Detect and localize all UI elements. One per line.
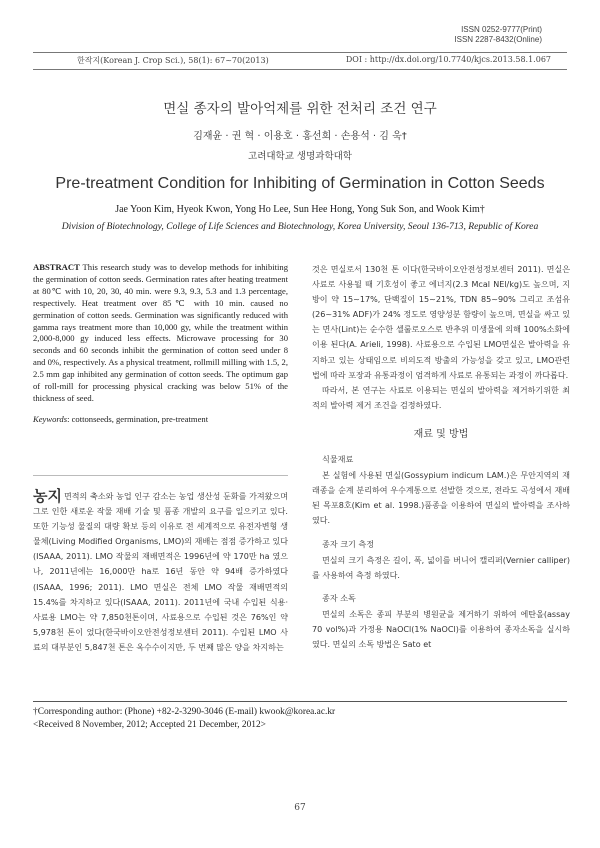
journal-header-bar [33,52,567,70]
abstract-text: This research study was to develop methods for inhibiting the germination of cotton seeds. Germination rates after heating treatment at 80℃ with 10, 20, 30, 40 min. were 9.3, 9.3, 5.3 and 1.3 percentage, respectively. Heat treatment over 85℃ with 10 min. caused no germination of cotton seeds. Germination was significantly reduced with gamma rays treatment more than 10,000 gy, while the treatment within 2,000-8,000 gy induced less effects. Microwave processing for 30 seconds and 60 seconds inhibit the germination of cotton seed under 8 and 0%, respectively. As a physical treatment, rollmill milling with 1.5, 2, 2.5 mm gap inhibited any germination of cotton seeds. The optimum gap of roll-mill for processing physical cracking was below 51% of the thickness of seed. [33,262,288,403]
abstract-label: ABSTRACT [33,262,80,272]
intro-text-left: 면적의 축소와 농업 인구 감소는 농업 생산성 둔화를 가져왔으며 그로 인한 새로운 작물 재배 기술 및 품종 개발의 요구를 일으키고 있다. 또한 기능성 물질의 대량 확보 등의 이유로 전 세계적으로 유전자변형 생물체(Living Modified Organisms, LMO)의 재배는 점점 증가하고 있다(ISAAA, 2011). LMO 작물의 재배면적은 1996년에 약 170만 ha 였으나, 2011년에는 16,000만 ha로 16년 동안 약 94배 증가하였다(ISAAA, 1996; 2011). LMO 면실은 전체 LMO 작물 재배면적의 15.4%를 차지하고 있다(ISAAA, 2011). 2011년에 국내 수입된 식용·사료용 LMO는 약 7,850천톤이며, 사료용으로 수입된 것은 76%인 약 5,978천 톤이 었다(한국바이오안전성정보센터 2011). 수입된 LMO 사료의 대부분인 5,847천 톤은 옥수수이지만, 두 번째 많은 양을 차지하는 [33,492,288,652]
right-column [312,262,570,652]
keywords-label: Keywords [33,413,68,424]
english-affiliation: Division of Biotechnology, College of Life Sciences and Biotechnology, Korea University, Seoul 136-713, Republic of Korea [61,221,539,232]
abstract [33,262,288,405]
korean-affiliation: 고려대학교 생명과학대학 [248,151,352,162]
abstract-section [33,262,288,425]
keywords [33,414,288,425]
footnote [33,701,567,732]
abstract-divider [33,475,288,476]
subsection-plant-material: 식물재료 [322,454,354,465]
issn-online: ISSN 2287-8432(Online) [454,35,542,44]
seed-disinfection-text: 면실의 소독은 종피 부분의 병원균을 제거하기 위하여 에탄올(assay 70 vol%)과 가정용 NaOCl(1% NaOCl)를 이용하여 종자소독을 실시하였다. 면실의 소독 방법은 Sato et [312,609,570,650]
dropcap: 농지 [33,487,62,505]
english-title: Pre-treatment Condition for Inhibiting of Germination in Cotton Seeds [55,175,545,192]
issn-block [454,25,542,45]
subsection-seed-size: 종자 크기 측정 [322,538,375,549]
intro-paragraph-2: 따라서, 본 연구는 사료로 이용되는 면실의 발아력을 제거하기위한 최적의 발아력 제거 조건을 검정하였다. [312,385,570,410]
doi-link[interactable]: DOI : http://dx.doi.org/10.7740/kjcs.2013.58.1.067 [345,55,551,64]
introduction-left-column [33,489,288,655]
section-title-methods: 재료 및 방법 [413,428,469,440]
corresponding-author: †Corresponding author: (Phone) +82-2-3290-3046 (E-mail) kwook@korea.ac.kr [33,707,336,717]
journal-reference: 한작지(Korean J. Crop Sci.), 58(1): 67~70(2013) [77,56,269,65]
subsection-seed-disinfection: 종자 소독 [322,592,356,603]
english-authors: Jae Yoon Kim, Hyeok Kwon, Yong Ho Lee, Sun Hee Hong, Yong Suk Son, and Wook Kim† [115,204,485,215]
korean-authors: 김재윤 · 권 혁 · 이용호 · 홍선희 · 손용석 · 김 욱† [193,131,407,142]
page-number: 67 [294,803,306,813]
keywords-text: : cottonseeds, germination, pre-treatment [67,413,209,424]
seed-size-text: 면실의 크기 측정은 길이, 폭, 넓이를 버니어 캘리퍼(Vernier calliper)를 사용하여 측정 하였다. [312,555,570,580]
plant-material-text: 본 실험에 사용된 면실(Gossypium indicum LAM.)은 무안지역의 재래종을 순계 분리하여 우수계통으로 선발한 것으로, 전라도 곡성에서 재배된 목포8호(Kim et al. 1998.)품종을 이용하여 면실의 발아력을 조사하였다. [312,471,570,526]
received-dates: <Received 8 November, 2012; Accepted 21 December, 2012> [33,720,266,730]
issn-print: ISSN 0252-9777(Print) [461,25,542,34]
korean-title: 면실 종자의 발아억제를 위한 전처리 조건 연구 [163,101,437,117]
intro-paragraph-1: 것은 면실로서 130천 톤 이다(한국바이오안전성정보센터 2011). 면실은 사료로 사용될 때 기호성이 좋고 에너지(2.3 Mcal NEl/kg)도 높으며, 지방이 약 15~17%, 단백질이 15~21%, TDN 85~90% 그리고 조섬유(26~31% ADF)가 24% 정도로 영양성분 함량이 높으며, 면실을 싸고 있는 면사(Lint)는 순수한 셀룰로오스로 반추위 미생물에 의해 100%소화에 이용 된다(A. Arieli, 1998). 사료용으로 수입된 LMO면실은 발아력을 유지하고 있는 상태임으로 비의도적 방출의 가능성을 갖고 있고, LMO관련법에 따라 포장과 유통과정이 엄격하게 사료로 유통되는 과정이 까다롭다. [312,265,570,380]
